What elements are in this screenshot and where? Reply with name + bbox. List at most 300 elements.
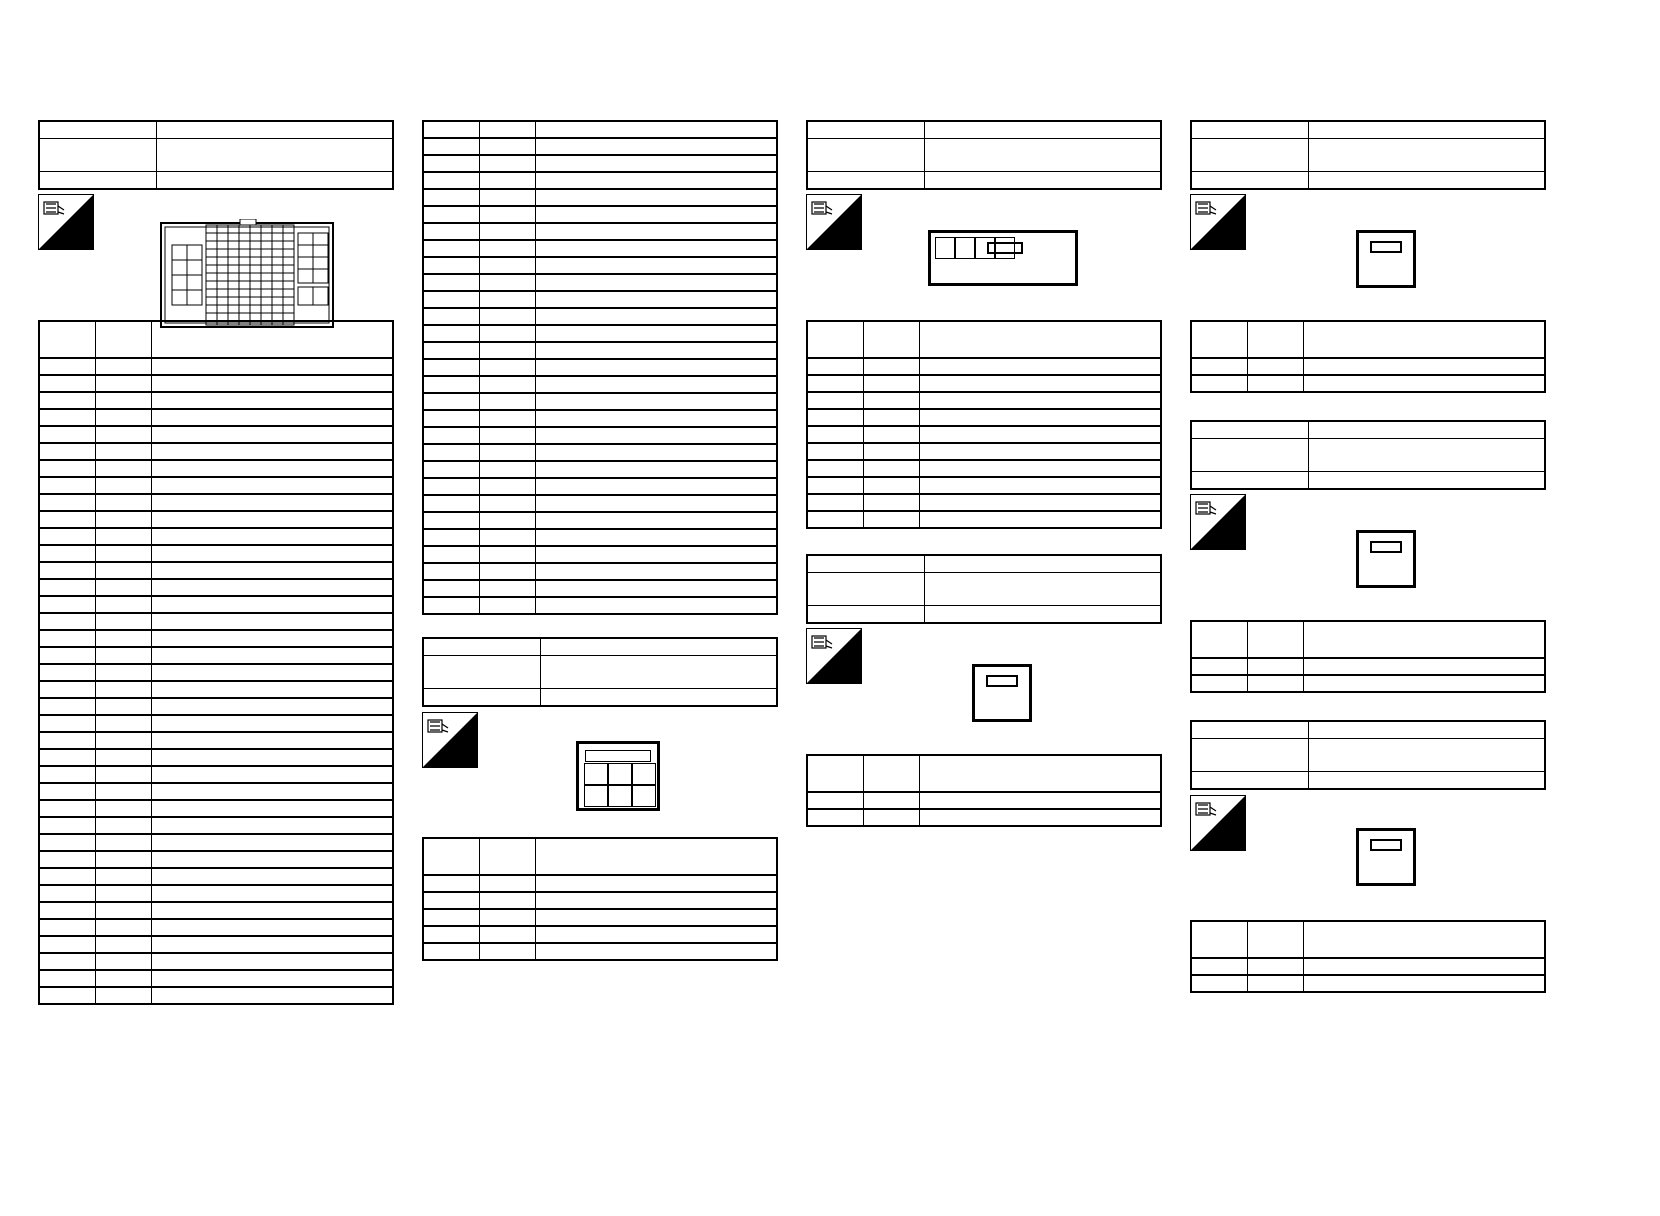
table-row <box>423 206 777 223</box>
signal-name-cell <box>151 885 393 902</box>
signal-name-cell <box>151 460 393 477</box>
connector-no <box>541 638 778 656</box>
terminal-no-cell <box>39 460 95 477</box>
table-row <box>39 613 393 630</box>
connector-type <box>157 172 394 190</box>
wire-color-cell <box>95 426 151 443</box>
terminal-no-cell <box>1191 358 1247 375</box>
connector-face-b1-icon <box>160 219 335 331</box>
wire-color-cell <box>95 630 151 647</box>
signal-name-cell <box>151 783 393 800</box>
terminal-no-cell <box>423 274 479 291</box>
table-row <box>807 792 1161 809</box>
wire-color-cell <box>95 936 151 953</box>
terminal-no-cell <box>39 834 95 851</box>
table-row <box>423 342 777 359</box>
signal-name-cell <box>151 647 393 664</box>
signal-name-cell <box>535 444 777 461</box>
terminal-no-cell <box>39 409 95 426</box>
table-row <box>39 392 393 409</box>
signal-name-cell <box>151 749 393 766</box>
wire-color-cell <box>863 792 919 809</box>
connector-info-b414 <box>806 120 1162 190</box>
signal-name-cell <box>535 206 777 223</box>
label-connector-name <box>1191 739 1309 772</box>
table-row <box>807 426 1161 443</box>
terminal-no-cell <box>807 477 863 494</box>
table-row <box>423 155 777 172</box>
signal-name-cell <box>535 580 777 597</box>
wire-color-cell <box>95 647 151 664</box>
table-row <box>423 478 777 495</box>
terminal-no-cell <box>39 443 95 460</box>
signal-name-cell <box>535 291 777 308</box>
connector-name <box>157 139 394 172</box>
wire-color-cell <box>95 528 151 545</box>
wire-color-cell <box>479 342 535 359</box>
wire-color-cell <box>1247 958 1303 975</box>
terminal-no-cell <box>807 511 863 528</box>
table-row <box>39 749 393 766</box>
signal-name-cell <box>151 715 393 732</box>
terminal-no-cell <box>39 562 95 579</box>
connector-name <box>541 656 778 689</box>
terminal-no-cell <box>39 596 95 613</box>
terminal-no-cell <box>39 970 95 987</box>
terminal-no-cell <box>1191 675 1247 692</box>
signal-name-cell <box>919 443 1161 460</box>
wire-color-cell <box>863 494 919 511</box>
wire-color-cell <box>95 443 151 460</box>
wire-color-cell <box>95 783 151 800</box>
table-row <box>423 359 777 376</box>
signal-name-cell <box>535 155 777 172</box>
signal-name-cell <box>1303 958 1545 975</box>
terminal-no-cell <box>39 545 95 562</box>
wire-color-cell <box>95 851 151 868</box>
label-connector-name <box>1191 139 1309 172</box>
table-row <box>39 987 393 1004</box>
signal-name-cell <box>151 409 393 426</box>
signal-name-cell <box>1303 975 1545 992</box>
table-row <box>423 325 777 342</box>
terminal-no-cell <box>39 851 95 868</box>
hs-badge-icon <box>806 194 862 250</box>
terminal-no-cell <box>39 766 95 783</box>
color-of-wire-header <box>95 321 151 358</box>
terminal-table-b62 <box>422 837 778 961</box>
wire-color-cell <box>95 511 151 528</box>
terminal-no-header <box>1191 321 1247 358</box>
terminal-table-b1-continued <box>422 120 778 615</box>
table-row <box>39 375 393 392</box>
signal-name-cell <box>535 240 777 257</box>
terminal-no-cell <box>807 809 863 826</box>
signal-name-cell <box>151 579 393 596</box>
wire-color-cell <box>95 800 151 817</box>
wire-color-cell <box>479 478 535 495</box>
table-row <box>39 511 393 528</box>
connector-pin <box>935 237 955 259</box>
terminal-no-cell <box>423 597 479 614</box>
terminal-no-cell <box>423 478 479 495</box>
wire-color-cell <box>1247 375 1303 392</box>
terminal-no-cell <box>423 138 479 155</box>
signal-name-cell <box>151 358 393 375</box>
label-connector-type <box>1191 172 1309 190</box>
terminal-no-cell <box>423 563 479 580</box>
wire-color-cell <box>95 732 151 749</box>
terminal-no-cell <box>807 460 863 477</box>
connector-info-b1 <box>38 120 394 190</box>
wire-color-cell <box>95 953 151 970</box>
signal-name-cell <box>919 392 1161 409</box>
signal-name-cell <box>535 121 777 138</box>
connector-type <box>925 606 1162 624</box>
wire-color-cell <box>479 512 535 529</box>
signal-name-cell <box>151 800 393 817</box>
table-row <box>39 409 393 426</box>
signal-name-cell <box>535 926 777 943</box>
terminal-no-cell <box>39 630 95 647</box>
terminal-no-cell <box>1191 658 1247 675</box>
wire-color-cell <box>95 375 151 392</box>
table-row <box>423 121 777 138</box>
wire-color-cell <box>479 580 535 597</box>
table-row <box>39 358 393 375</box>
label-connector-type <box>39 172 157 190</box>
wire-color-cell <box>95 613 151 630</box>
terminal-table-b415 <box>806 754 1162 827</box>
wire-color-cell <box>95 579 151 596</box>
connector-face-b415 <box>972 664 1032 722</box>
connector-no <box>925 121 1162 139</box>
wire-color-cell <box>479 427 535 444</box>
table-row <box>39 817 393 834</box>
signal-name-cell <box>535 393 777 410</box>
wire-color-cell <box>95 392 151 409</box>
table-row <box>39 647 393 664</box>
signal-name-cell <box>1303 375 1545 392</box>
terminal-no-cell <box>423 342 479 359</box>
signal-name-cell <box>535 308 777 325</box>
signal-name-cell <box>535 597 777 614</box>
terminal-no-cell <box>39 613 95 630</box>
wire-color-cell <box>95 460 151 477</box>
terminal-table-b418 <box>1190 920 1546 993</box>
connector-info-b416 <box>1190 120 1546 190</box>
wire-color-cell <box>95 545 151 562</box>
hs-badge-icon <box>806 628 862 684</box>
connector-face-b414 <box>928 230 1078 286</box>
wire-color-cell <box>95 698 151 715</box>
wire-color-cell <box>479 444 535 461</box>
wire-color-cell <box>863 511 919 528</box>
connector-latch <box>1370 839 1402 851</box>
wire-color-cell <box>479 461 535 478</box>
wire-color-cell <box>479 926 535 943</box>
table-row <box>39 919 393 936</box>
wire-color-cell <box>479 597 535 614</box>
terminal-no-cell <box>39 426 95 443</box>
connector-name <box>925 573 1162 606</box>
signal-name-cell <box>919 375 1161 392</box>
terminal-no-header <box>39 321 95 358</box>
wire-color-cell <box>479 943 535 960</box>
signal-name-header <box>919 321 1161 358</box>
color-of-wire-header <box>479 838 535 875</box>
table-row <box>423 875 777 892</box>
terminal-no-cell <box>39 783 95 800</box>
terminal-no-cell <box>807 392 863 409</box>
terminal-no-cell <box>1191 975 1247 992</box>
signal-name-cell <box>151 375 393 392</box>
wire-color-cell <box>479 376 535 393</box>
color-of-wire-header <box>1247 621 1303 658</box>
signal-name-cell <box>535 138 777 155</box>
table-row <box>39 681 393 698</box>
terminal-no-cell <box>39 681 95 698</box>
terminal-table-b417 <box>1190 620 1546 693</box>
wire-color-cell <box>863 375 919 392</box>
table-row <box>423 393 777 410</box>
signal-name-cell <box>535 257 777 274</box>
terminal-no-cell <box>39 664 95 681</box>
table-row <box>807 809 1161 826</box>
wire-color-cell <box>95 562 151 579</box>
wire-color-cell <box>95 766 151 783</box>
signal-name-cell <box>919 809 1161 826</box>
wire-color-cell <box>479 189 535 206</box>
signal-name-cell <box>151 511 393 528</box>
signal-name-cell <box>151 494 393 511</box>
signal-name-cell <box>1303 658 1545 675</box>
terminal-no-cell <box>39 817 95 834</box>
table-row <box>423 240 777 257</box>
hs-badge-icon <box>1190 494 1246 550</box>
terminal-no-cell <box>423 393 479 410</box>
table-row <box>39 528 393 545</box>
terminal-no-cell <box>423 359 479 376</box>
table-row <box>807 358 1161 375</box>
signal-name-cell <box>151 528 393 545</box>
terminal-no-cell <box>423 427 479 444</box>
label-connector-no <box>1191 121 1309 139</box>
wire-color-cell <box>479 138 535 155</box>
terminal-no-cell <box>39 579 95 596</box>
table-row <box>39 970 393 987</box>
terminal-no-cell <box>423 909 479 926</box>
wire-color-cell <box>1247 658 1303 675</box>
terminal-no-cell <box>39 647 95 664</box>
table-row <box>39 953 393 970</box>
connector-no <box>1309 721 1546 739</box>
pin-row-bottom <box>584 785 656 807</box>
table-row <box>423 189 777 206</box>
color-of-wire-header <box>863 321 919 358</box>
signal-name-cell <box>151 987 393 1004</box>
wire-color-cell <box>95 885 151 902</box>
wire-color-cell <box>479 909 535 926</box>
table-row <box>423 926 777 943</box>
connector-name <box>1309 439 1546 472</box>
table-row <box>807 409 1161 426</box>
terminal-no-cell <box>423 943 479 960</box>
table-row <box>39 460 393 477</box>
table-row <box>807 494 1161 511</box>
terminal-no-cell <box>807 792 863 809</box>
label-connector-no <box>807 555 925 573</box>
table-row <box>39 715 393 732</box>
hs-badge-icon <box>1190 194 1246 250</box>
terminal-table-b416 <box>1190 320 1546 393</box>
terminal-no-cell <box>39 528 95 545</box>
signal-name-cell <box>535 325 777 342</box>
wire-color-cell <box>95 681 151 698</box>
label-connector-no <box>807 121 925 139</box>
color-of-wire-header <box>1247 321 1303 358</box>
table-row <box>39 579 393 596</box>
table-row <box>423 257 777 274</box>
terminal-no-cell <box>423 892 479 909</box>
label-connector-no <box>39 121 157 139</box>
table-row <box>39 851 393 868</box>
terminal-no-cell <box>39 358 95 375</box>
table-row <box>423 563 777 580</box>
signal-name-cell <box>535 427 777 444</box>
wire-color-cell <box>95 919 151 936</box>
signal-name-cell <box>151 562 393 579</box>
connector-type <box>1309 772 1546 790</box>
connector-face-b417 <box>1356 530 1416 588</box>
terminal-no-header <box>1191 621 1247 658</box>
terminal-no-cell <box>39 902 95 919</box>
terminal-no-cell <box>39 477 95 494</box>
table-row <box>1191 358 1545 375</box>
table-row <box>423 495 777 512</box>
table-row <box>39 494 393 511</box>
signal-name-cell <box>535 172 777 189</box>
terminal-no-cell <box>39 375 95 392</box>
signal-name-cell <box>535 909 777 926</box>
signal-name-cell <box>535 546 777 563</box>
signal-name-cell <box>151 681 393 698</box>
signal-name-cell <box>1303 358 1545 375</box>
signal-name-cell <box>151 613 393 630</box>
terminal-no-cell <box>423 291 479 308</box>
wire-color-cell <box>95 715 151 732</box>
signal-name-cell <box>151 596 393 613</box>
wire-color-cell <box>479 308 535 325</box>
wire-color-cell <box>479 206 535 223</box>
signal-name-cell <box>151 477 393 494</box>
terminal-no-cell <box>39 885 95 902</box>
wire-color-cell <box>1247 675 1303 692</box>
terminal-no-cell <box>423 325 479 342</box>
terminal-table-b414 <box>806 320 1162 529</box>
signal-name-cell <box>535 478 777 495</box>
wire-color-cell <box>479 410 535 427</box>
signal-name-cell <box>535 495 777 512</box>
signal-name-cell <box>535 512 777 529</box>
signal-name-cell <box>151 953 393 970</box>
wire-color-cell <box>479 155 535 172</box>
wire-color-cell <box>863 409 919 426</box>
terminal-no-cell <box>423 444 479 461</box>
wire-color-cell <box>95 494 151 511</box>
connector-pin <box>608 763 632 785</box>
signal-name-cell <box>151 919 393 936</box>
wire-color-cell <box>95 596 151 613</box>
wire-color-cell <box>479 359 535 376</box>
terminal-no-cell <box>423 155 479 172</box>
wire-color-cell <box>479 875 535 892</box>
connector-latch <box>1370 541 1402 553</box>
table-row <box>423 427 777 444</box>
connector-info-b417 <box>1190 420 1546 490</box>
terminal-no-cell <box>807 358 863 375</box>
table-row <box>39 698 393 715</box>
table-row <box>1191 958 1545 975</box>
label-connector-type <box>807 172 925 190</box>
terminal-no-cell <box>39 698 95 715</box>
table-row <box>423 223 777 240</box>
terminal-no-cell <box>39 919 95 936</box>
label-connector-type <box>807 606 925 624</box>
signal-name-cell <box>535 892 777 909</box>
wire-color-cell <box>479 393 535 410</box>
connector-no <box>157 121 394 139</box>
terminal-no-cell <box>423 189 479 206</box>
wire-color-cell <box>479 121 535 138</box>
wire-color-cell <box>479 495 535 512</box>
hs-badge-icon <box>422 712 478 768</box>
table-row <box>423 376 777 393</box>
connector-name <box>1309 739 1546 772</box>
wire-color-cell <box>479 325 535 342</box>
connector-info-b415 <box>806 554 1162 624</box>
connector-name <box>925 139 1162 172</box>
table-row <box>423 546 777 563</box>
signal-name-cell <box>151 851 393 868</box>
signal-name-cell <box>151 698 393 715</box>
signal-name-cell <box>151 426 393 443</box>
terminal-no-cell <box>423 512 479 529</box>
table-row <box>807 477 1161 494</box>
signal-name-cell <box>919 358 1161 375</box>
connector-type <box>925 172 1162 190</box>
wire-color-cell <box>95 358 151 375</box>
signal-name-cell <box>535 223 777 240</box>
table-row <box>39 868 393 885</box>
signal-name-cell <box>151 732 393 749</box>
table-row <box>423 291 777 308</box>
color-of-wire-header <box>863 755 919 792</box>
label-connector-no <box>1191 721 1309 739</box>
label-connector-type <box>1191 772 1309 790</box>
label-connector-name <box>807 139 925 172</box>
connector-face-b416 <box>1356 230 1416 288</box>
terminal-no-cell <box>423 376 479 393</box>
table-row <box>1191 375 1545 392</box>
wire-color-cell <box>479 172 535 189</box>
connector-no <box>1309 121 1546 139</box>
terminal-no-cell <box>423 308 479 325</box>
terminal-no-cell <box>39 392 95 409</box>
signal-name-cell <box>919 426 1161 443</box>
table-row <box>423 461 777 478</box>
table-row <box>807 392 1161 409</box>
